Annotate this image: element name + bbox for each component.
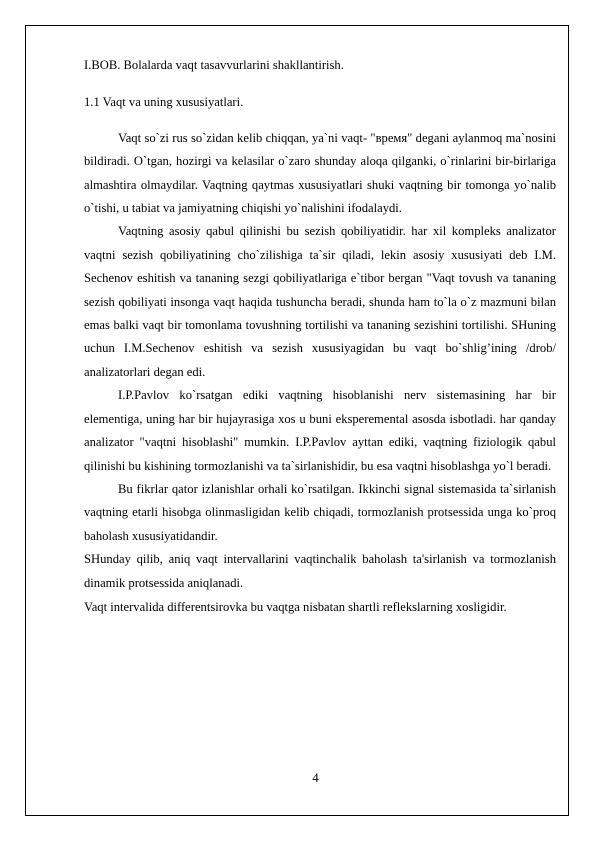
paragraph-3: I.P.Pavlov ko`rsatgan ediki vaqtning hisoblanishi nerv sistemasining har bir elementiga, uning har bir hujayrasiga xos u buni eksperemental asosda isbotladi. har qanday analizator "vaqtni hisoblashi" mumkin. I.P.Pavlov ayttan ediki, vaqtning fiziologik qabul qilinishi bu kishining tormozlanishi va ta`sirlanishidir, bu esa vaqtni hisoblashga yo`l beradi. xyxy=(84,388,556,473)
paragraph-1: Vaqt so`zi rus so`zidan kelib chiqqan, ya`ni vaqt- "время" degani aylanmoq ma`nosini bildiradi. O`tgan, hozirgi va kelasilar o`zaro shunday aloqa qilganki, o`rinlarini bir-birlariga almashtira olmaydilar. Vaqtning qaytmas xususiyatlari shuki vaqtning bir tomonga yo`nalib o`tishi, u tabiat va jamiyatning chiqishi yo`nalishini ifodalaydi. xyxy=(84,130,556,216)
page-number: 4 xyxy=(312,771,319,785)
paragraph-6: Vaqt intervalida differentsirovka bu vaqtga nisbatan shartli reflekslarning xosligidir. xyxy=(84,599,507,614)
chapter-title: I.BOB. Bolalarda vaqt tasavvurlarini shakllantirish. xyxy=(84,58,344,72)
section-title: 1.1 Vaqt va uning xususiyatlari. xyxy=(84,95,244,110)
paragraph-5: SHunday qilib, aniq vaqt intervallarini vaqtinchalik baholash ta'sirlanish va tormozlanish dinamik protsessida aniqlanadi. xyxy=(84,552,556,590)
paragraph-2: Vaqtning asosiy qabul qilinishi bu sezish qobiliyatidir. har xil kompleks analizator vaqtni sezish qobiliyatining cho`zilishiga ta`sir qiladi, lekin asosiy xususiyati deb I.M. Sechenov eshitish va tananing sezgi qobiliyatlariga e`tibor bergan "Vaqt tovush va tananing sezish qobiliyati insonga vaqt haqida tushuncha beradi, shunda ham to`la o`z mazmuni bilan emas balki vaqt bir tomonlama tovushning tortilishi va tananing sezishini tortilishi. SHuning uchun I.M.Sechenov eshitish va sezish xususiyagidan bu vaqt bo`shlig’ining /drob/ analizatorlari degan edi. xyxy=(84,224,556,379)
paragraph-4: Bu fikrlar qator izlanishlar orhali ko`rsatilgan. Ikkinchi signal sistemasida ta`sirlanish vaqtning etarli hisobga olinmasligidan kelib chiqadi, tormozlanish protsessida unga ko`proq baholash xususiyatidandir. xyxy=(84,481,556,543)
document-body xyxy=(84,54,556,614)
